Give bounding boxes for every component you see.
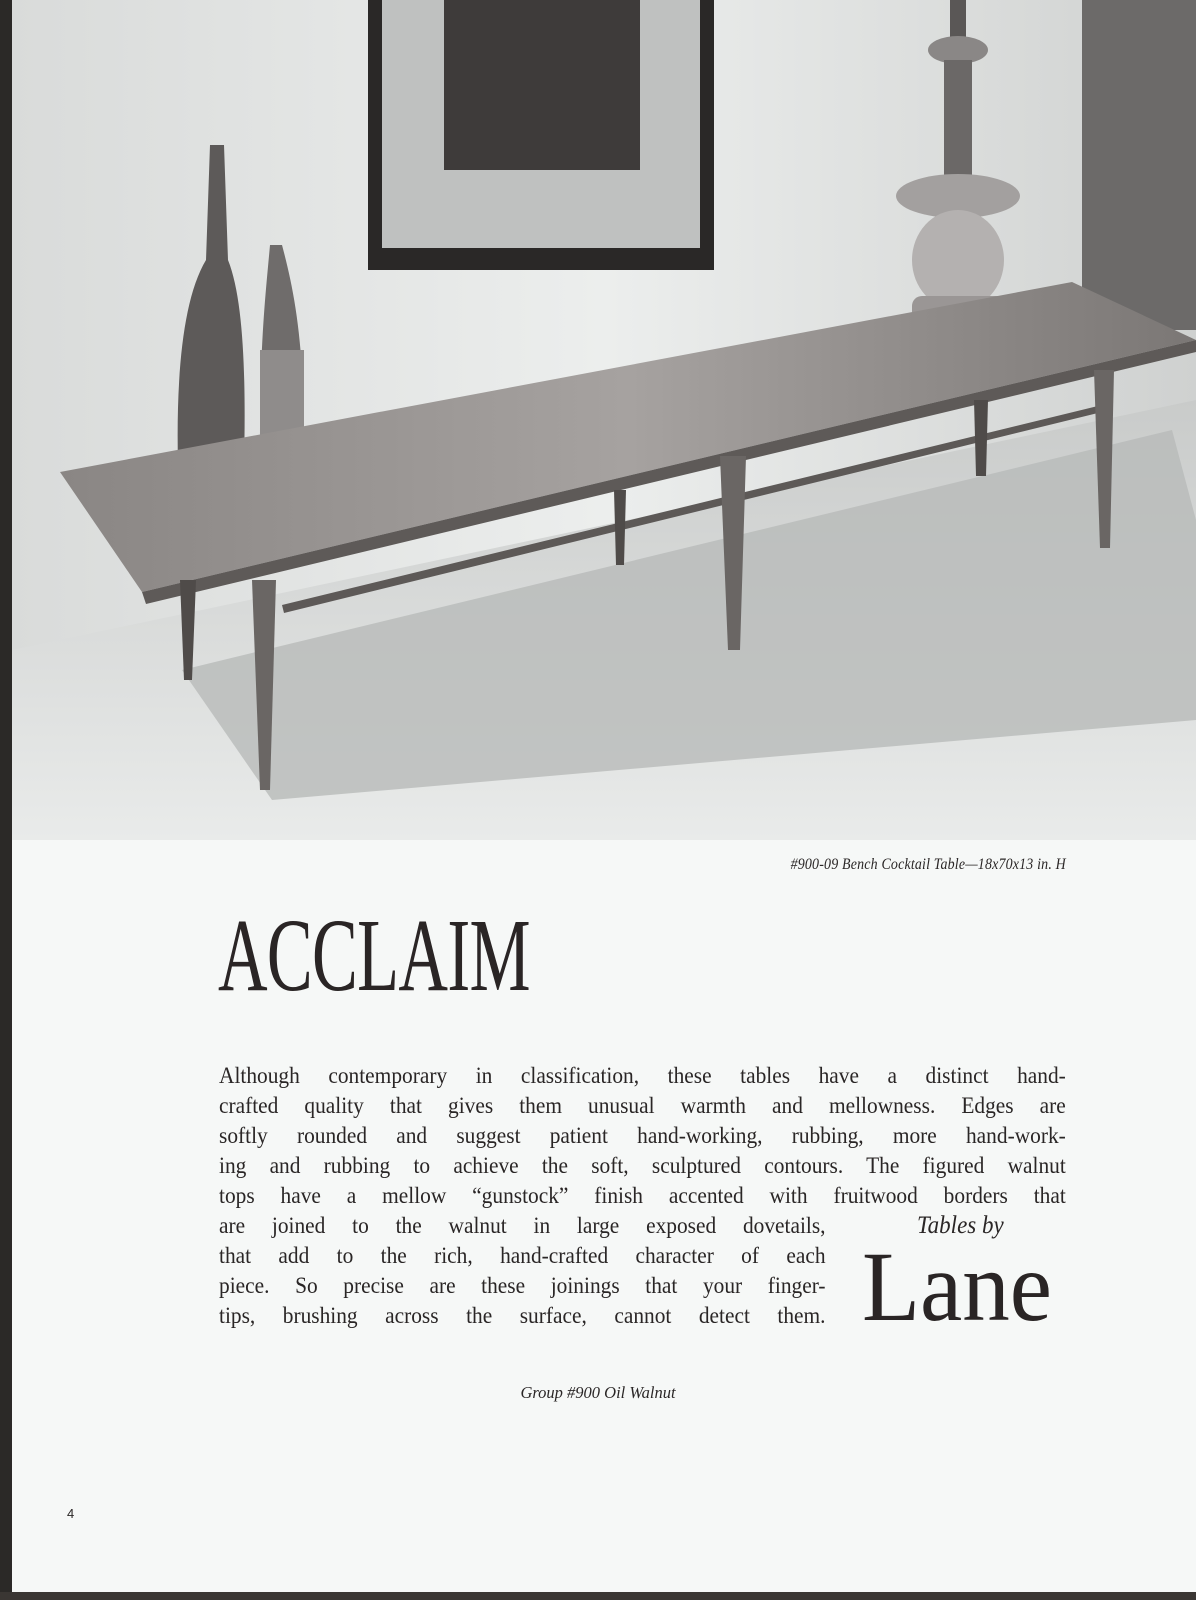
body-line: tips, brushing across the surface, cannot detect them. bbox=[219, 1303, 826, 1328]
brand-by: Tables by bbox=[917, 1212, 1004, 1239]
body-line: Although contemporary in classification, these tables have a distinct hand- bbox=[219, 1063, 1066, 1088]
body-line: piece. So precise are these joinings that your finger- bbox=[219, 1273, 826, 1298]
brand-name: Lane bbox=[862, 1231, 1052, 1342]
body-line: ing and rubbing to achieve the soft, sculptured contours. The figured walnut bbox=[219, 1153, 1066, 1178]
brand-logo bbox=[862, 1212, 1072, 1342]
page-title: ACCLAIM bbox=[218, 898, 530, 1013]
body-line: tops have a mellow “gunstock” finish accented with fruitwood borders that bbox=[219, 1183, 1066, 1208]
product-photo bbox=[12, 0, 1196, 840]
scan-edge-bottom bbox=[0, 1592, 1196, 1600]
body-line: that add to the rich, hand-crafted character of each bbox=[219, 1243, 826, 1268]
body-line: are joined to the walnut in large exposed dovetails, bbox=[219, 1213, 826, 1238]
scan-edge bbox=[0, 0, 12, 1600]
body-line: softly rounded and suggest patient hand-working, rubbing, more hand-work- bbox=[219, 1123, 1066, 1148]
body-line: crafted quality that gives them unusual warmth and mellowness. Edges are bbox=[219, 1093, 1066, 1118]
group-label: Group #900 Oil Walnut bbox=[520, 1383, 676, 1402]
page-number: 4 bbox=[67, 1506, 75, 1521]
photo-caption: #900-09 Bench Cocktail Table—18x70x13 in. H bbox=[790, 856, 1066, 873]
